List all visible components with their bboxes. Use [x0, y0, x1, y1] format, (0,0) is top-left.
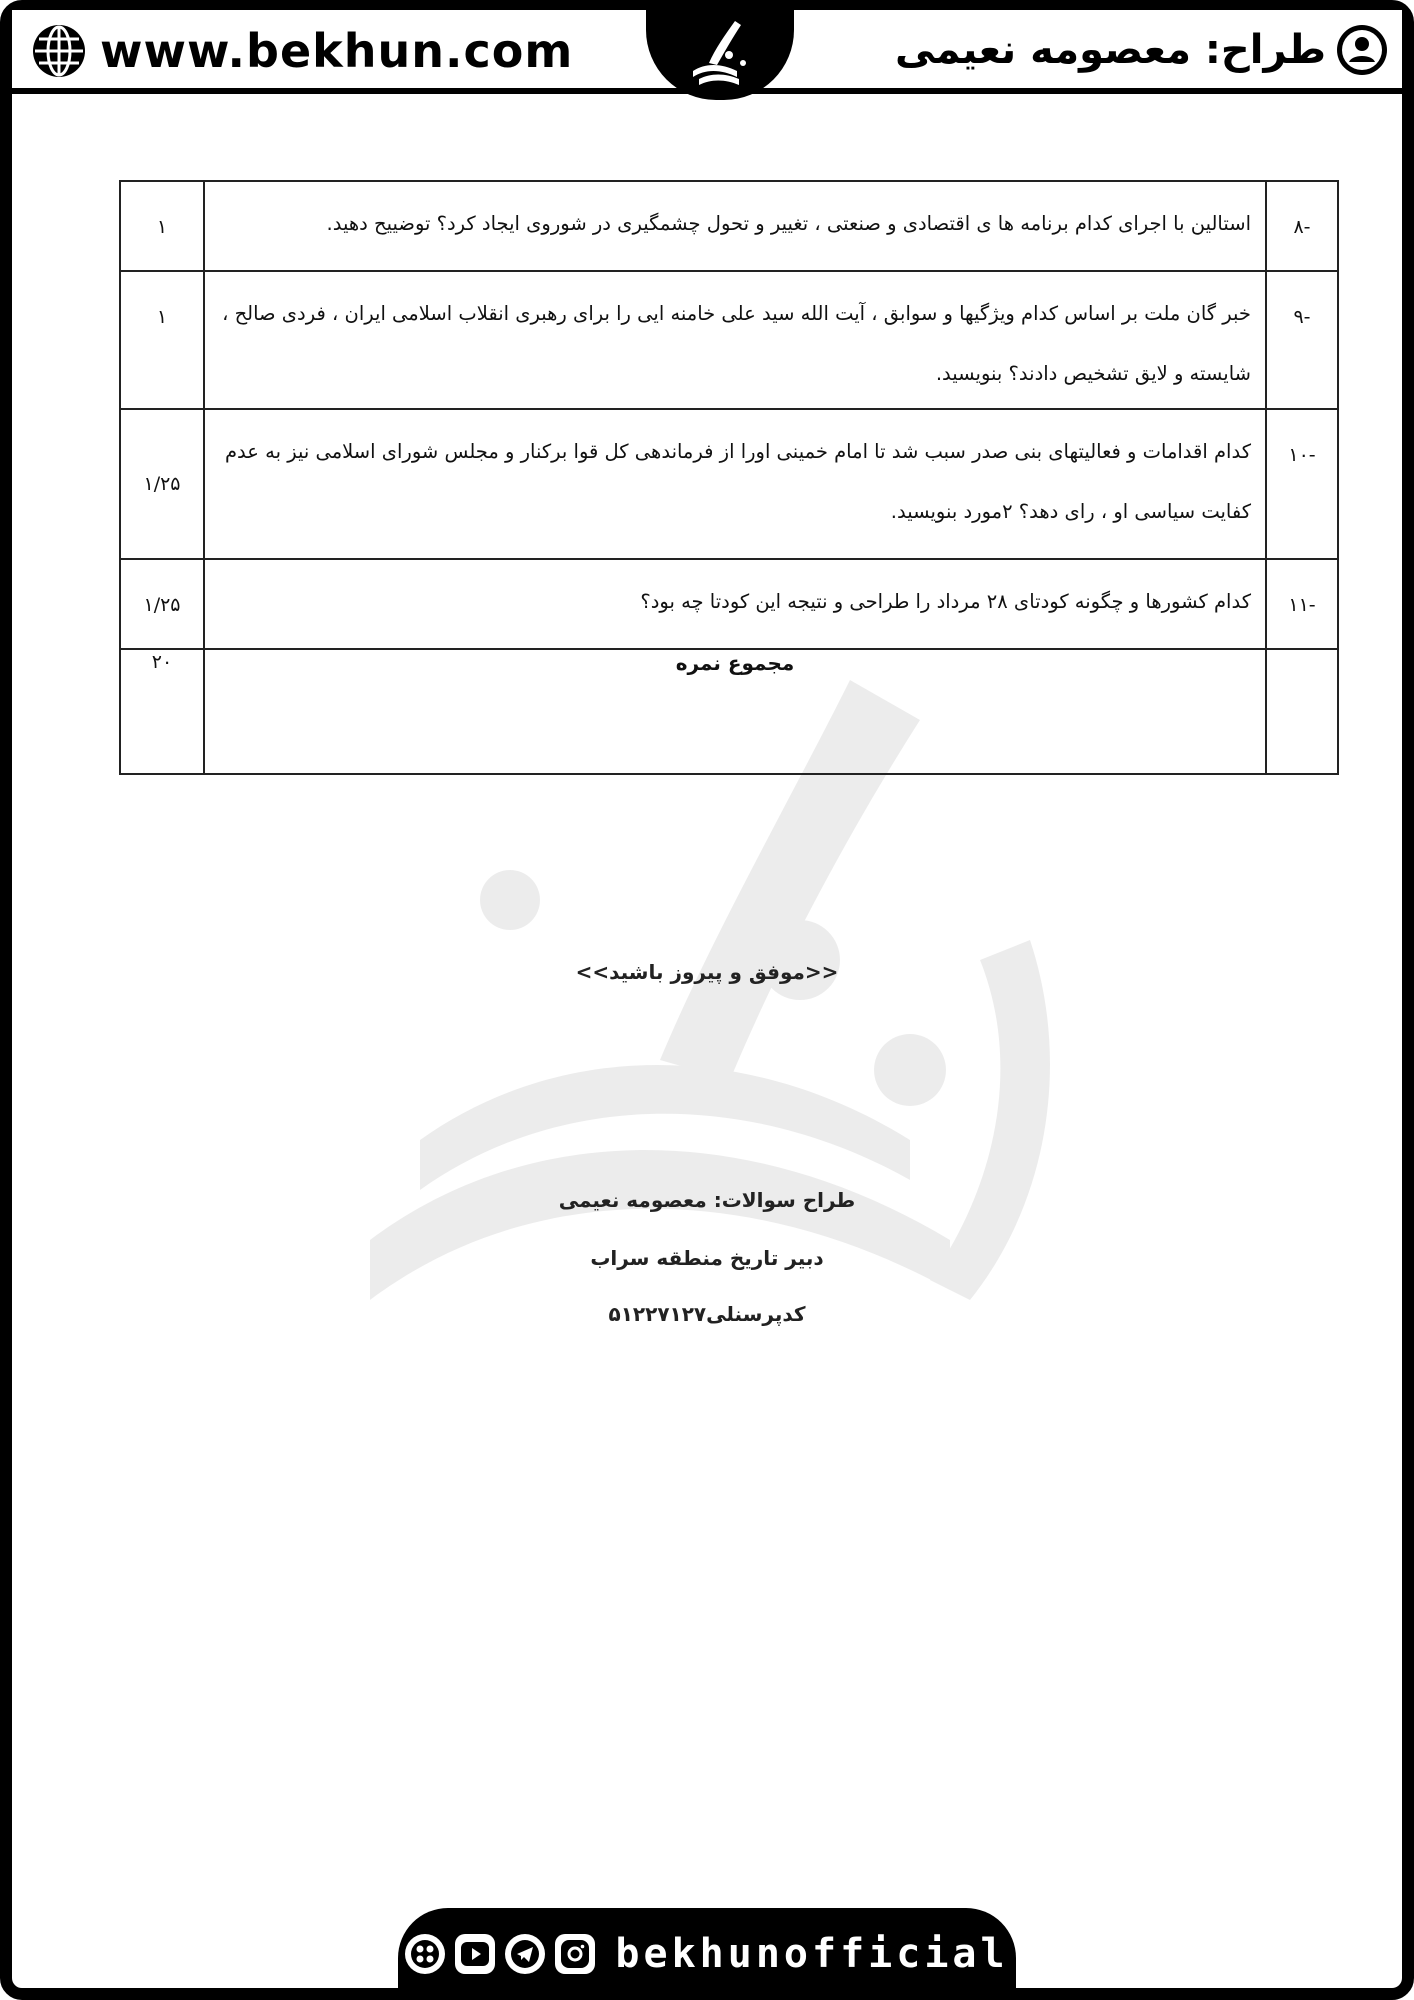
social-handle[interactable]: bekhunofficial: [615, 1931, 1009, 1977]
header-bar: [12, 10, 1402, 94]
social-footer: [398, 1908, 1016, 2000]
total-row: [120, 649, 1338, 774]
total-number-cell: [1266, 649, 1338, 774]
question-score: ۱/۲۵: [120, 409, 204, 559]
logo: [646, 10, 794, 100]
table-row: [120, 409, 1338, 559]
user-avatar-icon: [1334, 22, 1390, 78]
question-score: ۱: [120, 181, 204, 271]
question-text: خبر گان ملت بر اساس کدام ویژگیها و سوابق ، آیت الله سید علی خامنه ایی را برای رهبری انقلاب اسلامی ایران ، فردی صالح ، شایسته و لایق تشخیص دادند؟ بنویسید.: [204, 271, 1266, 409]
designer-badge: [895, 22, 1390, 78]
aparat-icon[interactable]: [405, 1934, 445, 1974]
table-row: [120, 271, 1338, 409]
closing-wish: <<موفق و پیروز باشید>>: [575, 960, 839, 984]
website-url: www.bekhun.com: [100, 24, 574, 78]
table-row: [120, 181, 1338, 271]
total-score: ۲۰: [120, 649, 204, 774]
telegram-icon[interactable]: [505, 1934, 545, 1974]
question-number: -۹: [1266, 271, 1338, 409]
closing-role: دبیر تاریخ منطقه سراب: [590, 1246, 824, 1270]
question-text: کدام اقدامات و فعالیتهای بنی صدر سبب شد تا امام خمینی اورا از فرماندهی کل قوا برکنار و مجلس شورای اسلامی نیز به عدم کفایت سیاسی او ، رای دهد؟ ۲مورد بنویسید.: [204, 409, 1266, 559]
table-row: [120, 559, 1338, 649]
closing-code: کدپرسنلی۵۱۲۲۷۱۲۷: [608, 1302, 806, 1326]
question-text: استالین با اجرای کدام برنامه ها ی اقتصادی و صنعتی ، تغییر و تحول چشمگیری در شوروی ایجاد کرد؟ توضییح دهید.: [204, 181, 1266, 271]
questions-table: [119, 180, 1339, 775]
question-score: ۱: [120, 271, 204, 409]
closing-designer: طراح سوالات: معصومه نعیمی: [558, 1188, 856, 1212]
instagram-icon[interactable]: [555, 1934, 595, 1974]
designer-name: طراح: معصومه نعیمی: [894, 27, 1326, 73]
total-label: مجموع نمره: [204, 649, 1266, 774]
bekhun-logo-icon: [675, 15, 765, 95]
globe-icon: [30, 22, 88, 80]
question-text: کدام کشورها و چگونه کودتای ۲۸ مرداد را طراحی و نتیجه این کودتا چه بود؟: [204, 559, 1266, 649]
question-score: ۱/۲۵: [120, 559, 204, 649]
question-number: -۱۱: [1266, 559, 1338, 649]
website-link[interactable]: [30, 22, 573, 80]
question-number: -۸: [1266, 181, 1338, 271]
youtube-icon[interactable]: [455, 1934, 495, 1974]
question-number: -۱۰: [1266, 409, 1338, 559]
